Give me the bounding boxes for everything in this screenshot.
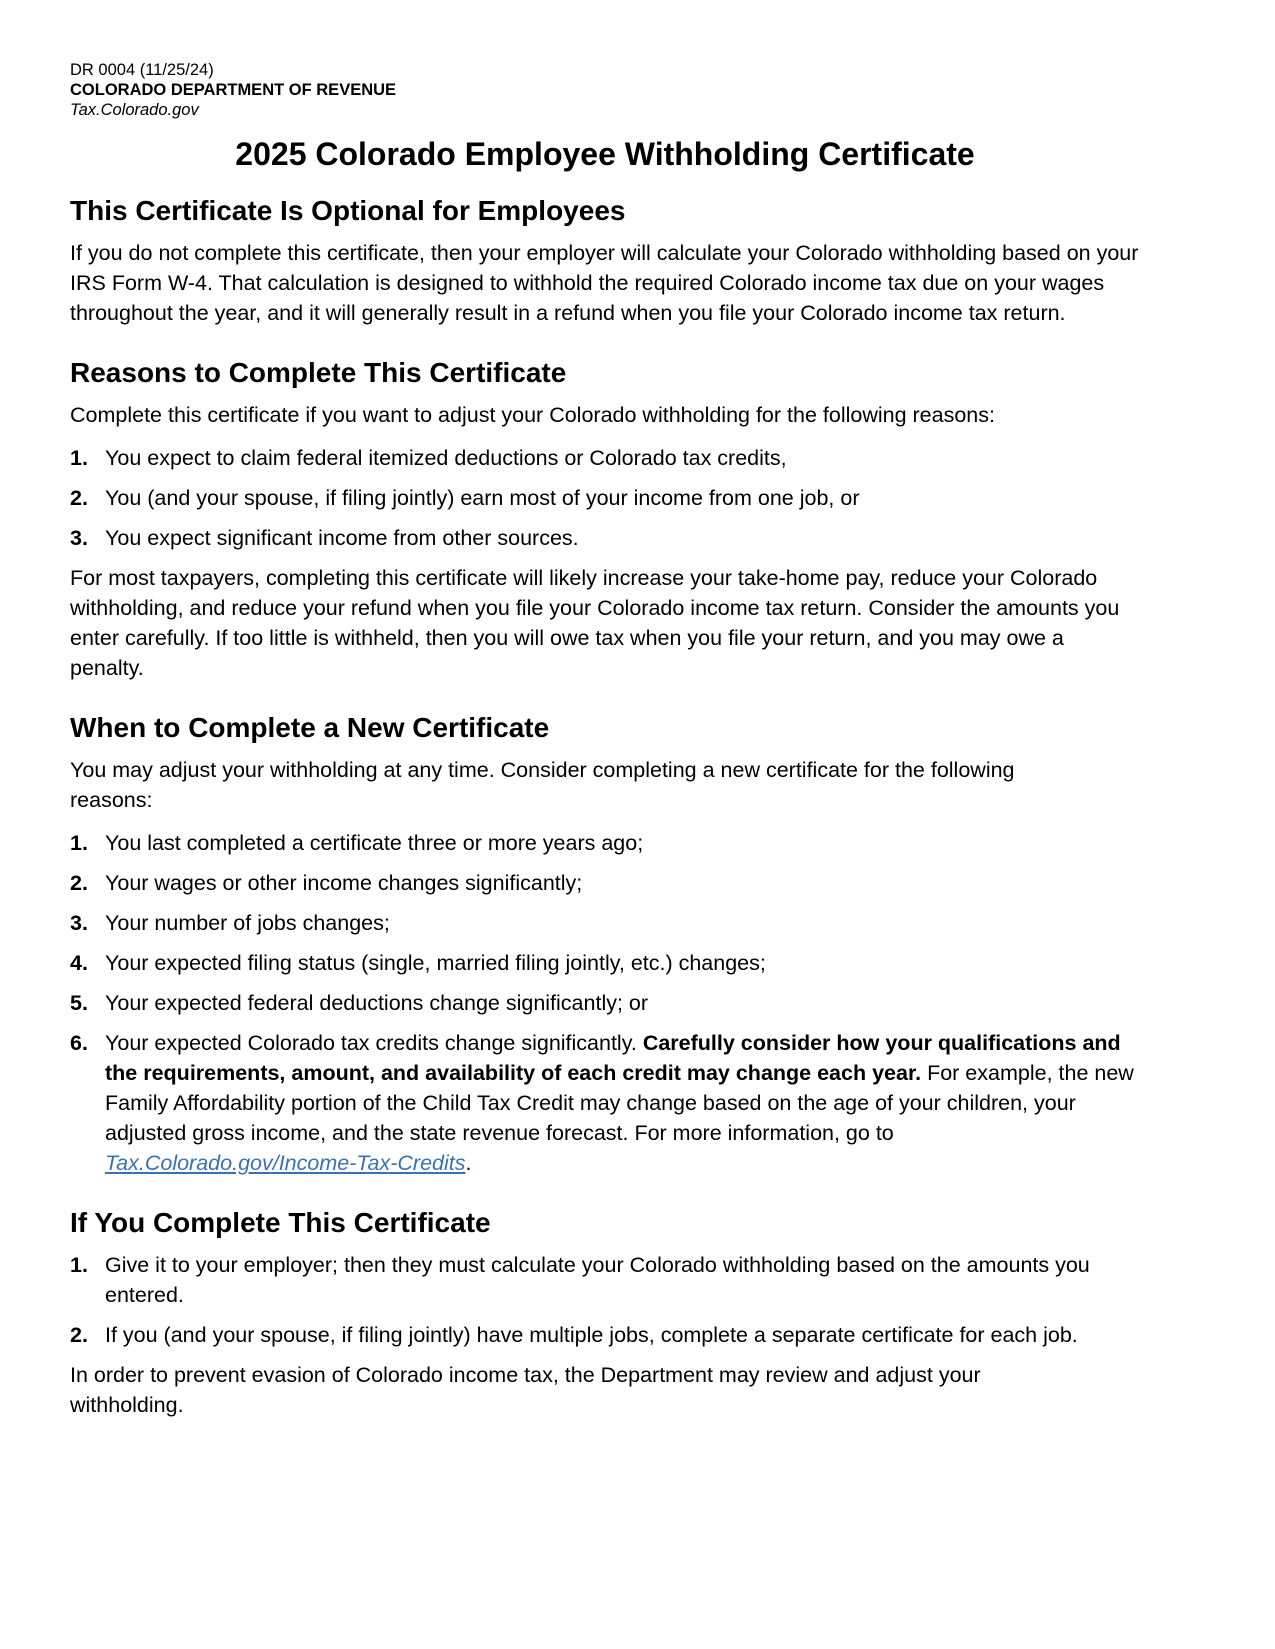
list-item <box>70 868 1140 898</box>
list-marker: 2. <box>70 486 88 510</box>
document-header <box>70 60 1140 120</box>
list-item-text: Your expected federal deductions change significantly; or <box>105 991 649 1015</box>
list-marker: 6. <box>70 1031 88 1055</box>
list-item <box>70 523 1140 553</box>
section-when-to-complete <box>70 711 1140 1178</box>
list-marker: 4. <box>70 951 88 975</box>
section-reasons-to-complete <box>70 356 1140 683</box>
list-marker: 1. <box>70 446 88 470</box>
list-item-tax-credits <box>70 1028 1140 1178</box>
list-item-text: Your expected filing status (single, married filing jointly, etc.) changes; <box>105 951 766 975</box>
list-item-text: Your wages or other income changes significantly; <box>105 871 583 895</box>
paragraph-evasion-notice: In order to prevent evasion of Colorado income tax, the Department may review and adjust your withholding. <box>70 1363 981 1417</box>
when-list <box>70 828 1140 1178</box>
item6-text-after: For example, the new Family Affordability portion of the Child Tax Credit may change based on the age of your children, your adjusted gross income, and the state revenue forecast. For more information, go to <box>105 1061 1134 1145</box>
page-title: 2025 Colorado Employee Withholding Certificate <box>235 136 975 172</box>
item6-bold-warning: Carefully consider how your qualifications and the requirements, amount, and availability of each credit may change each year. <box>105 1031 1121 1085</box>
list-item <box>70 908 1140 938</box>
department-name: COLORADO DEPARTMENT OF REVENUE <box>70 81 397 99</box>
list-item-text: You expect significant income from other sources. <box>105 526 579 550</box>
paragraph-reasons-outro: For most taxpayers, completing this certificate will likely increase your take-home pay, reduce your Colorado withholding, and reduce your refund when you file your Colorado income tax return. Consider the amounts you enter carefully. If too little is withheld, then you will owe tax when you file your return, and you may owe a penalty. <box>70 566 1120 680</box>
list-item-text: You last completed a certificate three or more years ago; <box>105 831 644 855</box>
income-tax-credits-link[interactable]: Tax.Colorado.gov/Income-Tax-Credits <box>105 1151 466 1175</box>
paragraph-optional-body: If you do not complete this certificate, then your employer will calculate your Colorado withholding based on your IRS Form W-4. That calculation is designed to withhold the required Colorado income tax due on your wages throughout the year, and it will generally result in a refund when you file your Colorado income tax return. <box>70 241 1139 325</box>
list-item-text: If you (and your spouse, if filing jointly) have multiple jobs, complete a separate certificate for each job. <box>105 1323 1078 1347</box>
item6-text-start: Your expected Colorado tax credits change significantly. <box>105 1031 643 1055</box>
list-item <box>70 443 1140 473</box>
list-item <box>70 1250 1140 1310</box>
section-heading-complete: If You Complete This Certificate <box>70 1207 491 1238</box>
list-item-text <box>105 1028 1140 1178</box>
list-item-text: You expect to claim federal itemized deductions or Colorado tax credits, <box>105 446 787 470</box>
reasons-list <box>70 443 1140 553</box>
list-marker: 2. <box>70 871 88 895</box>
list-item <box>70 988 1140 1018</box>
list-item-text: You (and your spouse, if filing jointly) earn most of your income from one job, or <box>105 486 860 510</box>
list-marker: 2. <box>70 1323 88 1347</box>
list-marker: 1. <box>70 831 88 855</box>
list-item <box>70 483 1140 513</box>
list-marker: 3. <box>70 526 88 550</box>
list-item-text: Give it to your employer; then they must calculate your Colorado withholding based on the amounts you entered. <box>105 1253 1090 1307</box>
list-item <box>70 828 1140 858</box>
paragraph-when-intro: You may adjust your withholding at any time. Consider completing a new certificate for the following reasons: <box>70 758 1015 812</box>
section-certificate-optional <box>70 194 1140 328</box>
list-item <box>70 1320 1140 1350</box>
form-number: DR 0004 (11/25/24) <box>70 61 214 79</box>
complete-list <box>70 1250 1140 1350</box>
list-marker: 5. <box>70 991 88 1015</box>
section-heading-reasons: Reasons to Complete This Certificate <box>70 357 567 388</box>
list-marker: 3. <box>70 911 88 935</box>
list-marker: 1. <box>70 1253 88 1277</box>
department-website: Tax.Colorado.gov <box>70 101 199 119</box>
section-heading-when: When to Complete a New Certificate <box>70 712 550 743</box>
section-if-you-complete <box>70 1206 1140 1420</box>
list-item-text: Your number of jobs changes; <box>105 911 390 935</box>
item6-text-end: . <box>465 1151 472 1175</box>
paragraph-reasons-intro: Complete this certificate if you want to adjust your Colorado withholding for the following reasons: <box>70 403 995 427</box>
list-item <box>70 948 1140 978</box>
section-heading-optional: This Certificate Is Optional for Employees <box>70 195 626 226</box>
